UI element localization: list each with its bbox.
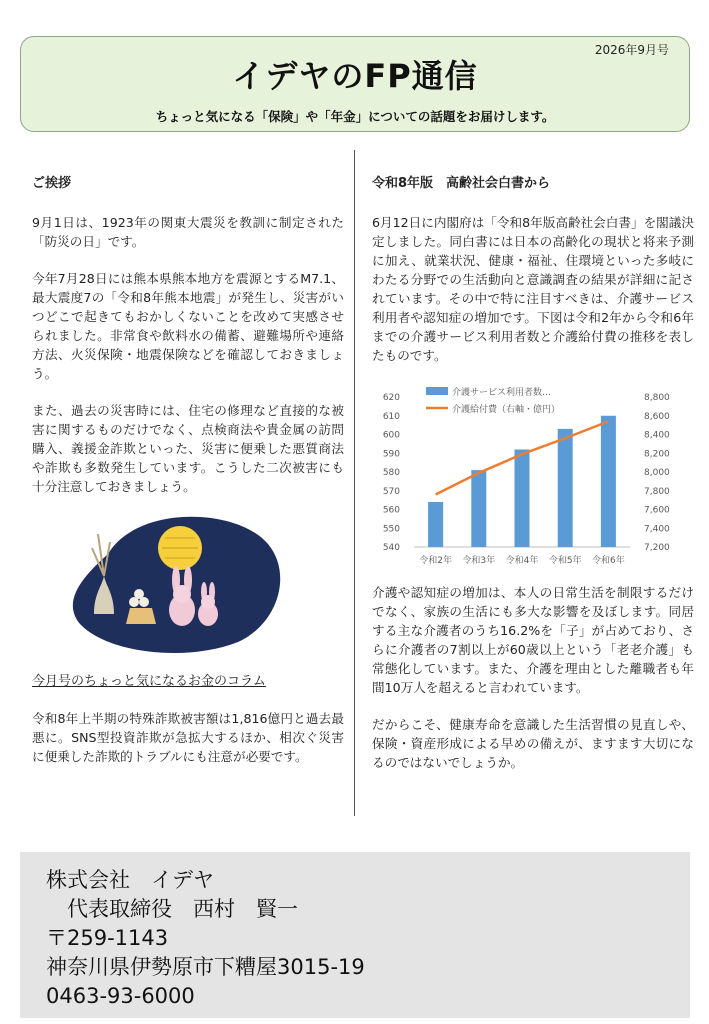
issue-date: 2026年9月号 <box>594 43 669 57</box>
x-tick-label: 令和3年 <box>462 556 496 566</box>
y-tick-label: 610 <box>382 411 400 422</box>
y-tick-label: 600 <box>382 430 400 441</box>
newsletter-title: イデヤのFP通信 <box>232 57 478 95</box>
y-tick-label: 550 <box>382 524 400 535</box>
y2-tick-label: 7,800 <box>644 486 670 497</box>
legend-bar-label: 介護サービス利用者数… <box>452 388 552 398</box>
y2-tick-label: 8,800 <box>644 393 670 403</box>
care-paragraph: 介護や認知症の増加は、本人の日常生活を制限するだけでなく、家族の生活にも多大な影響を及ぼします。同居する主な介護者のうち16.2%を「子」が占めており、さらに介護者の7割以上が60歳以上という「老老介護」も常態化しています。また、介護を理由とした離職者も年間10万人を超えると言われています。 <box>372 585 694 695</box>
bar <box>471 470 486 547</box>
bar <box>558 429 573 547</box>
y2-tick-label: 7,600 <box>644 505 670 516</box>
column-divider <box>354 150 355 816</box>
greeting-paragraph: 今年7月28日には熊本県熊本地方を震源とするM7.1、最大震度7の「令和8年熊本地震」が発生し、災害がいつどこで起きてもおかしくないことを改めて実感させられました。非常食や飲料水の備蓄、避難場所や連絡方法、火災保険・地震保険などを確認しておきましょう。 <box>32 271 344 381</box>
y-tick-label: 620 <box>382 393 400 403</box>
bar <box>515 450 530 548</box>
y2-tick-label: 7,400 <box>644 524 670 535</box>
bar <box>601 416 616 547</box>
whitepaper-heading: 令和8年版 高齢社会白書から <box>372 176 551 191</box>
newsletter-subtitle: ちょっと気になる「保険」や「年金」についての話題をお届けします。 <box>155 109 555 124</box>
x-tick-label: 令和5年 <box>548 556 582 566</box>
greeting-paragraph: 9月1日は、1923年の関東大震災を教訓に制定された「防災の日」です。 <box>32 215 344 249</box>
greeting-paragraph: また、過去の災害時には、住宅の修理など直接的な被害に関するものだけでなく、点検商法や貴金属の訪問購入、義援金詐欺といった、災害に便乗した悪質商法や詐欺も多数発生しています。こうした二次被害にも十分注意しておきましょう。 <box>32 403 344 494</box>
y-tick-label: 560 <box>382 505 400 516</box>
care-paragraph: だからこそ、健康寿命を意識した生活習慣の見直しや、保険・資産形成による早めの備えが、ますます大切になるのではないでしょうか。 <box>372 717 694 770</box>
y2-tick-label: 8,400 <box>644 430 670 441</box>
money-column-title: 今月号のちょっと気になるお金のコラム <box>32 674 266 689</box>
x-tick-label: 令和4年 <box>505 556 539 566</box>
y2-tick-label: 8,000 <box>644 468 670 478</box>
y2-tick-label: 7,200 <box>644 543 670 553</box>
address: 神奈川県伊勢原市下糟屋3015-19 <box>46 955 365 979</box>
company-footer <box>20 852 690 1018</box>
care-chart <box>368 383 698 573</box>
whitepaper-paragraph: 6月12日に内閣府は「令和8年版高齢社会白書」を閣議決定しました。同白書には日本の高齢化の現状と将来予測に加え、就業状況、健康・福祉、住環境といった多岐にわたる分野での生活動向と意識調査の結果が詳細に記されています。その中で特に注目すべきは、介護サービス利用者や認知症の増加です。下図は令和2年から令和6年までの介護サービス利用者数と介護給付費の推移を表したものです。 <box>372 215 694 363</box>
phone-number: 0463-93-6000 <box>46 984 195 1008</box>
bar <box>428 502 443 547</box>
money-column-text: 令和8年上半期の特殊詐欺被害額は1,816億円と過去最悪に。SNS型投資詐欺が急拡大するほか、相次ぐ災害に便乗した詐欺的トラブルにも注意が必要です。 <box>32 711 344 764</box>
y2-tick-label: 8,200 <box>644 449 670 460</box>
right-column <box>372 172 694 790</box>
tsukimi-illustration <box>68 514 288 654</box>
y-tick-label: 590 <box>382 449 400 460</box>
x-tick-label: 令和6年 <box>592 556 625 566</box>
newsletter-header <box>20 36 690 132</box>
legend-line-label: 介護給付費（右軸・億円） <box>452 405 561 415</box>
company-name: 株式会社 イデヤ <box>46 868 214 892</box>
postal-code: 〒259-1143 <box>46 926 169 950</box>
x-tick-label: 令和2年 <box>419 556 452 566</box>
y-tick-label: 580 <box>382 468 400 478</box>
greeting-heading: ご挨拶 <box>32 176 72 191</box>
representative: 代表取締役 西村 賢一 <box>46 897 298 921</box>
y-tick-label: 570 <box>382 486 400 497</box>
legend-bar-swatch <box>426 387 448 395</box>
y2-tick-label: 8,600 <box>644 411 670 422</box>
left-column <box>32 172 344 784</box>
y-tick-label: 540 <box>382 543 400 553</box>
